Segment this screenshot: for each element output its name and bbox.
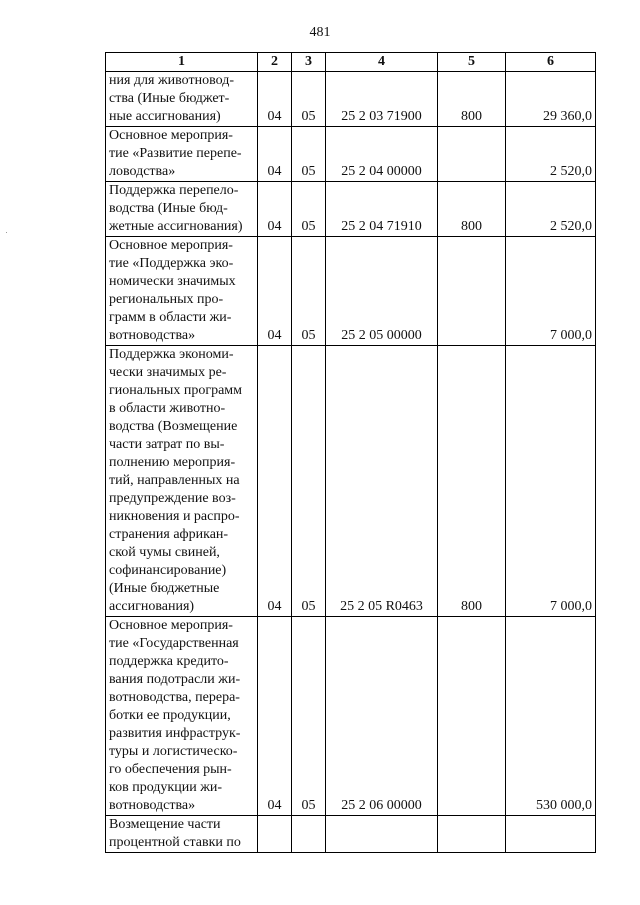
- row-expense-type: 800: [438, 182, 506, 237]
- header-col-5: 5: [438, 53, 506, 72]
- row-section: 04: [258, 127, 292, 182]
- row-name: ния для животновод- ства (Иные бюджет- ные ассигнования): [106, 72, 258, 127]
- table-row: [106, 72, 596, 127]
- row-expense-type: [438, 617, 506, 816]
- row-target-code: 25 2 03 71900: [326, 72, 438, 127]
- row-expense-type: 800: [438, 72, 506, 127]
- table-row: [106, 346, 596, 617]
- row-subsection: 05: [292, 617, 326, 816]
- row-name: Возмещение части процентной ставки по: [106, 816, 258, 853]
- row-amount: 2 520,0: [506, 182, 596, 237]
- row-target-code: 25 2 04 71910: [326, 182, 438, 237]
- table-row: [106, 816, 596, 853]
- row-subsection: 05: [292, 346, 326, 617]
- row-subsection: 05: [292, 237, 326, 346]
- row-section: 04: [258, 182, 292, 237]
- row-target-code: [326, 816, 438, 853]
- header-col-3: 3: [292, 53, 326, 72]
- row-target-code: 25 2 05 R0463: [326, 346, 438, 617]
- row-subsection: 05: [292, 72, 326, 127]
- row-expense-type: [438, 237, 506, 346]
- row-subsection: 05: [292, 127, 326, 182]
- row-target-code: 25 2 06 00000: [326, 617, 438, 816]
- row-name: Основное мероприя- тие «Поддержка эко- номически значимых региональных про- грамм в области жи- вотноводства»: [106, 237, 258, 346]
- row-target-code: 25 2 04 00000: [326, 127, 438, 182]
- row-name: Основное мероприя- тие «Развитие перепе- ловодства»: [106, 127, 258, 182]
- header-col-2: 2: [258, 53, 292, 72]
- table-row: [106, 127, 596, 182]
- header-col-6: 6: [506, 53, 596, 72]
- page-number: 481: [309, 25, 331, 40]
- row-section: 04: [258, 237, 292, 346]
- table-row: [106, 237, 596, 346]
- budget-table: [105, 52, 596, 853]
- row-name: Поддержка экономи- чески значимых ре- гиональных программ в области животно- водства (Возмещение части затрат по вы- полнению мероприя- тий, направленных на предупреждение воз- никновения и распро- странения африкан- ской чумы свиней, софинансирование) (Иные бюджетные ассигнования): [106, 346, 258, 617]
- row-amount: 7 000,0: [506, 346, 596, 617]
- row-subsection: [292, 816, 326, 853]
- table-row: [106, 182, 596, 237]
- row-amount: 29 360,0: [506, 72, 596, 127]
- row-amount: 7 000,0: [506, 237, 596, 346]
- row-section: 04: [258, 72, 292, 127]
- row-subsection: 05: [292, 182, 326, 237]
- row-expense-type: 800: [438, 346, 506, 617]
- header-row: [106, 53, 596, 72]
- row-amount: 2 520,0: [506, 127, 596, 182]
- table-row: [106, 617, 596, 816]
- row-target-code: 25 2 05 00000: [326, 237, 438, 346]
- row-name: Основное мероприя- тие «Государственная поддержка кредито- вания подотрасли жи- вотноводства, перера- ботки ее продукции, развития инфраструк- туры и логистическо- го обеспечения рын- ков продукции жи- вотноводства»: [106, 617, 258, 816]
- row-section: 04: [258, 346, 292, 617]
- row-expense-type: [438, 816, 506, 853]
- header-col-1: 1: [106, 53, 258, 72]
- header-col-4: 4: [326, 53, 438, 72]
- margin-mark: [6, 232, 7, 233]
- row-amount: [506, 816, 596, 853]
- row-section: [258, 816, 292, 853]
- row-amount: 530 000,0: [506, 617, 596, 816]
- row-section: 04: [258, 617, 292, 816]
- row-name: Поддержка перепело- водства (Иные бюд- жетные ассигнования): [106, 182, 258, 237]
- row-expense-type: [438, 127, 506, 182]
